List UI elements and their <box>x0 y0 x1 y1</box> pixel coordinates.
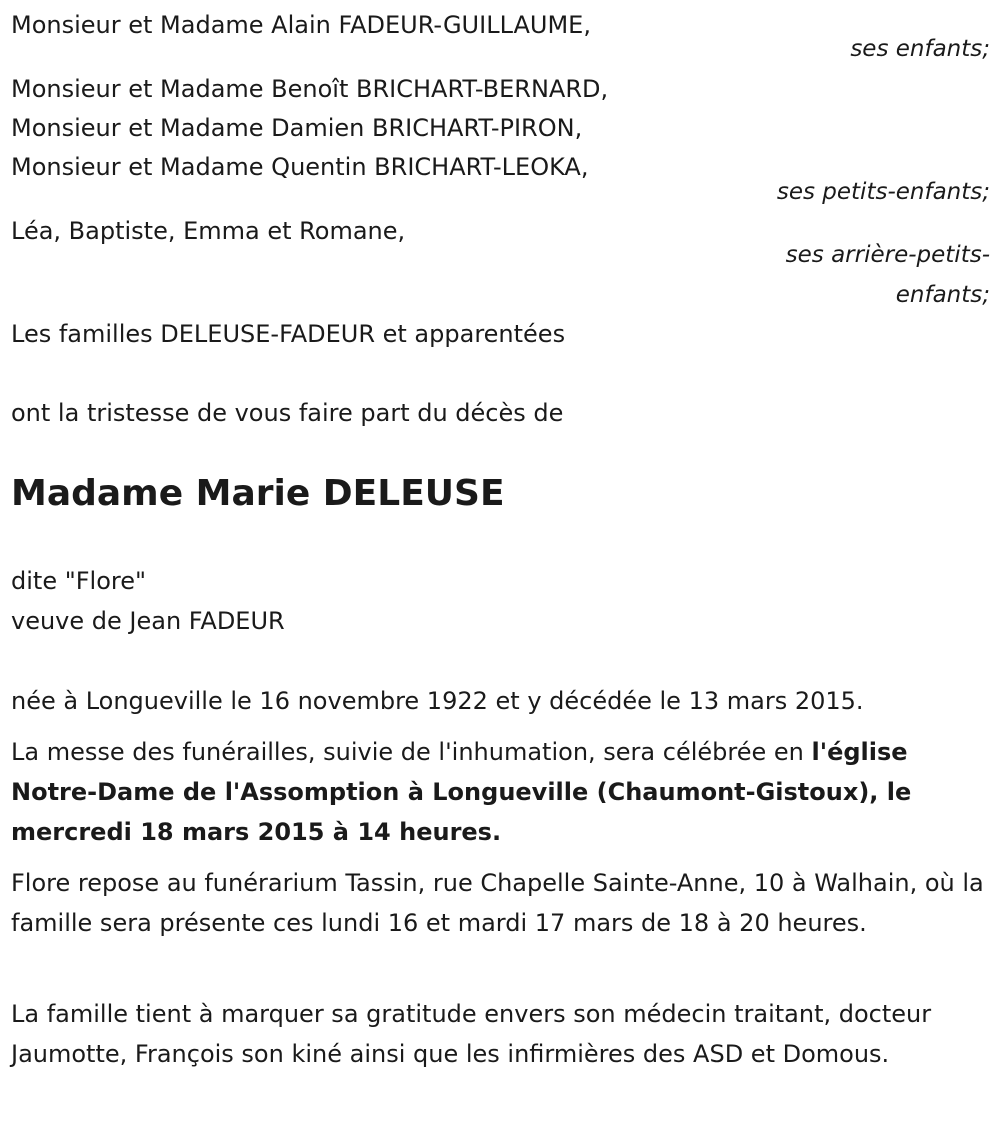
great-grandchildren-label-1: ses arrière-petits- <box>785 242 990 268</box>
birth-death-info: née à Longueville le 16 novembre 1922 et y décédée le 13 mars 2015. <box>11 687 864 715</box>
children-label: ses enfants; <box>850 36 990 62</box>
viewing-paragraph: Flore repose au funérarium Tassin, rue Chapelle Sainte-Anne, 10 à Walhain, où la famille sera présente ces lundi 16 et mardi 17 mars de 18 à 20 heures. <box>11 869 984 937</box>
great-grandchildren-line: Léa, Baptiste, Emma et Romane, <box>11 217 406 245</box>
deceased-name: Madame Marie DELEUSE <box>11 473 505 514</box>
grandchild-line-3: Monsieur et Madame Quentin BRICHART-LEOKA, <box>11 153 589 181</box>
children-line: Monsieur et Madame Alain FADEUR-GUILLAUME, <box>11 11 591 39</box>
relatives-line: Les familles DELEUSE-FADEUR et apparentées <box>11 320 566 348</box>
grandchildren-label: ses petits-enfants; <box>776 179 990 205</box>
funeral-location-datetime: l'église Notre-Dame de l'Assomption à Longueville (Chaumont-Gistoux), le mercredi 18 mars 2015 à 14 heures. <box>11 738 912 846</box>
great-grandchildren-label-2: enfants; <box>895 282 990 308</box>
funeral-paragraph <box>11 732 991 852</box>
grandchild-line-2: Monsieur et Madame Damien BRICHART-PIRON, <box>11 114 583 142</box>
announcement-text: ont la tristesse de vous faire part du décès de <box>11 399 564 427</box>
deceased-nickname: dite "Flore" <box>11 567 147 595</box>
funeral-intro: La messe des funérailles, suivie de l'inhumation, sera célébrée en <box>11 738 812 766</box>
grandchild-line-1: Monsieur et Madame Benoît BRICHART-BERNARD, <box>11 75 609 103</box>
gratitude-paragraph: La famille tient à marquer sa gratitude envers son médecin traitant, docteur Jaumotte, François son kiné ainsi que les infirmières des ASD et Domous. <box>11 1000 932 1068</box>
deceased-widow-of: veuve de Jean FADEUR <box>11 607 285 635</box>
